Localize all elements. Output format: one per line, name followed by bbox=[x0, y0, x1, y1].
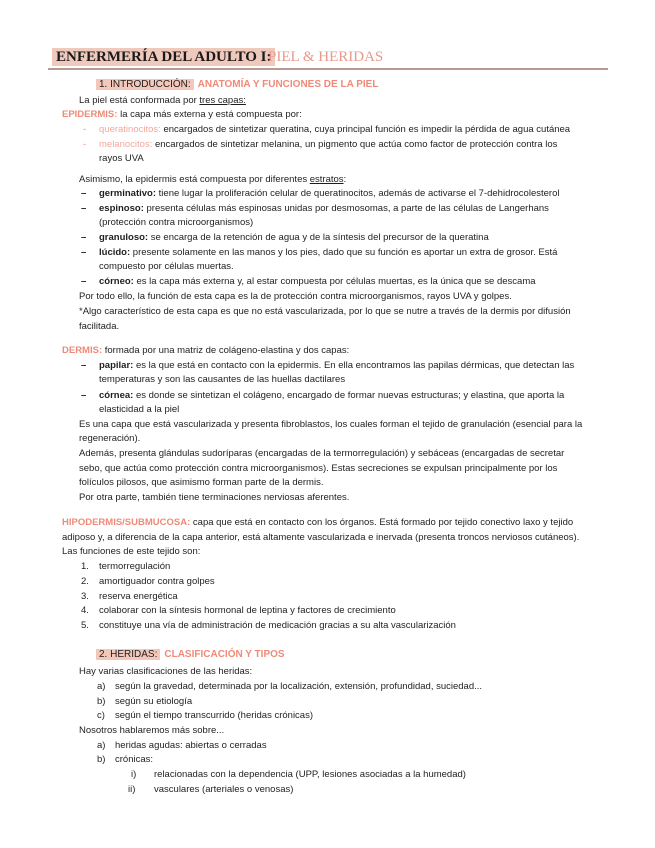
list-item bbox=[99, 188, 559, 200]
list-item bbox=[99, 390, 564, 402]
number-marker: 2. bbox=[81, 576, 89, 587]
number-marker: 3. bbox=[81, 591, 89, 602]
item-text: tiene lugar la proliferación celular de queratinocitos, además de activarse el 7-dehidrocolesterol bbox=[156, 188, 560, 199]
list-item bbox=[99, 124, 570, 136]
list-item bbox=[99, 360, 574, 372]
item-term: papilar: bbox=[99, 360, 134, 371]
number-marker: 4. bbox=[81, 605, 89, 616]
item-text: presenta células más espinosas unidas por desmosomas, a parte de las células de Langerhans bbox=[143, 203, 549, 214]
number-marker: 5. bbox=[81, 620, 89, 631]
dash-marker: – bbox=[81, 390, 87, 401]
item-text: es donde se sintetizan el colágeno, encargado de formar nuevas estructuras; y elastina, que aporta la bbox=[133, 390, 565, 401]
item-term: melanocitos: bbox=[99, 139, 153, 150]
item-term: córneo: bbox=[99, 276, 134, 287]
paragraph-line: adiposo y, a diferencia de la capa anterior, está altamente vascularizada e inervada (presenta troncos nerviosos cutáneos). bbox=[62, 532, 580, 543]
list-item: reserva energética bbox=[99, 591, 178, 602]
dermis-heading bbox=[62, 345, 349, 357]
dash-marker: – bbox=[81, 203, 87, 214]
item-text: encargados de sintetizar queratina, cuya principal función es impedir la pérdida de agua cutánea bbox=[163, 124, 571, 135]
list-item-cont: rayos UVA bbox=[99, 153, 144, 164]
letter-marker: c) bbox=[97, 710, 105, 721]
list-item bbox=[99, 232, 489, 244]
item-term: lúcido: bbox=[99, 247, 131, 258]
epidermis-heading bbox=[62, 109, 302, 121]
letter-marker: b) bbox=[97, 696, 106, 707]
section-2-heading bbox=[96, 649, 285, 661]
paragraph-line: facilitada. bbox=[79, 321, 120, 332]
section-1-heading bbox=[96, 79, 378, 91]
paragraph-line: Las funciones de este tejido son: bbox=[62, 546, 201, 557]
title-sub: PIEL & HERIDAS bbox=[268, 49, 384, 65]
paragraph-line: Es una capa que está vascularizada y presenta fibroblastos, los cuales forman el tejido de granulación (esencial para la bbox=[79, 419, 583, 430]
list-item bbox=[99, 276, 536, 288]
dash-marker: – bbox=[81, 360, 87, 371]
intro-text: La piel está conformada por bbox=[79, 95, 200, 106]
list-item: según su etiología bbox=[115, 696, 193, 707]
paragraph-line: Nosotros hablaremos más sobre... bbox=[79, 725, 225, 736]
letter-marker: b) bbox=[97, 754, 106, 765]
strata-word: estratos bbox=[309, 174, 344, 185]
epidermis-label: EPIDERMIS: bbox=[62, 109, 118, 120]
strata-intro bbox=[79, 174, 346, 186]
list-item bbox=[99, 203, 549, 215]
section-2-title: CLASIFICACIÓN Y TIPOS bbox=[164, 649, 285, 660]
dash-marker: – bbox=[81, 188, 87, 199]
section-1-label: 1. INTRODUCCIÓN: bbox=[96, 79, 194, 90]
strata-intro-text: Asimismo, la epidermis está compuesta por diferentes bbox=[79, 174, 310, 185]
list-item bbox=[99, 247, 557, 259]
item-term: queratinocitos: bbox=[99, 124, 161, 135]
roman-marker: ii) bbox=[128, 784, 136, 795]
item-text: se encarga de la retención de agua y de la síntesis del precursor de la queratina bbox=[148, 232, 489, 243]
section-2-label: 2. HERIDAS: bbox=[96, 649, 160, 660]
item-term: espinoso: bbox=[99, 203, 144, 214]
list-item: constituye una vía de administración de medicación gracias a su alta vascularización bbox=[99, 620, 456, 631]
letter-marker: a) bbox=[97, 740, 106, 751]
intro-underline: tres capas: bbox=[199, 95, 246, 106]
list-item-cont: compuesto por células muertas. bbox=[99, 261, 234, 272]
list-item: según la gravedad, determinada por la localización, extensión, profundidad, suciedad... bbox=[115, 681, 483, 692]
dash-marker: - bbox=[83, 124, 87, 135]
paragraph-line: Además, presenta glándulas sudoríparas (encargadas de la termorregulación) y sebáceas (encargadas de secretar bbox=[79, 448, 565, 459]
list-item: termorregulación bbox=[99, 561, 171, 572]
list-item: heridas agudas: abiertas o cerradas bbox=[115, 740, 267, 751]
section-1-title: ANATOMÍA Y FUNCIONES DE LA PIEL bbox=[197, 79, 379, 90]
list-item: según el tiempo transcurrido (heridas crónicas) bbox=[115, 710, 314, 721]
intro-line bbox=[79, 95, 246, 107]
item-text: es la capa más externa y, al estar compuesta por células muertas, es la única que se descama bbox=[133, 276, 536, 287]
paragraph-line: sebo, que actúa como protección contra microorganismos). Estas secreciones se expulsan principalmente por los bbox=[79, 463, 558, 474]
list-item: amortiguador contra golpes bbox=[99, 576, 215, 587]
list-item: colaborar con la síntesis hormonal de leptina y factores de crecimiento bbox=[99, 605, 396, 616]
number-marker: 1. bbox=[81, 561, 89, 572]
paragraph-line: regeneración). bbox=[79, 433, 141, 444]
item-term: granuloso: bbox=[99, 232, 149, 243]
hipodermis-heading bbox=[62, 517, 573, 529]
document-title bbox=[48, 46, 608, 68]
item-text: encargados de sintetizar melanina, un pigmento que actúa como factor de protección contra los bbox=[154, 139, 558, 150]
paragraph-line: *Algo característico de esta capa es que no está vascularizada, por lo que se nutre a través de la dermis por difusión bbox=[79, 306, 571, 317]
dermis-label: DERMIS: bbox=[62, 345, 103, 356]
dash-marker: – bbox=[81, 232, 87, 243]
dash-marker: – bbox=[81, 276, 87, 287]
paragraph-line: folículos pilosos, que asimismo forman parte de la dermis. bbox=[79, 477, 324, 488]
dash-marker: - bbox=[83, 139, 87, 150]
hipodermis-text: capa que está en contacto con los órganos. Está formado por tejido conectivo laxo y tejido bbox=[190, 517, 574, 528]
dash-marker: – bbox=[81, 247, 87, 258]
paragraph-line: Por todo ello, la función de esta capa es la de protección contra microorganismos, rayos UVA y golpes. bbox=[79, 291, 512, 302]
list-item: relacionadas con la dependencia (UPP, lesiones asociadas a la humedad) bbox=[154, 769, 466, 780]
list-item-cont: temperaturas y son las causantes de las huellas dactilares bbox=[99, 374, 346, 385]
hipodermis-label: HIPODERMIS/SUBMUCOSA: bbox=[62, 517, 191, 528]
title-main: ENFERMERÍA DEL ADULTO I: bbox=[52, 48, 275, 66]
epidermis-text: la capa más externa y está compuesta por: bbox=[117, 109, 302, 120]
roman-marker: i) bbox=[131, 769, 137, 780]
dermis-text: formada por una matriz de colágeno-elastina y dos capas: bbox=[102, 345, 350, 356]
paragraph-line: Por otra parte, también tiene terminaciones nerviosas aferentes. bbox=[79, 492, 350, 503]
list-item: vasculares (arteriales o venosas) bbox=[154, 784, 294, 795]
item-text: es la que está en contacto con la epidermis. En ella encontramos las papilas dérmicas, que detectan las bbox=[133, 360, 575, 371]
letter-marker: a) bbox=[97, 681, 106, 692]
item-term: germinativo: bbox=[99, 188, 157, 199]
list-item: crónicas: bbox=[115, 754, 154, 765]
paragraph-line: Hay varias clasificaciones de las heridas: bbox=[79, 666, 253, 677]
strata-colon: : bbox=[343, 174, 347, 185]
list-item-cont: (protección contra microorganismos) bbox=[99, 217, 254, 228]
item-text: presente solamente en las manos y los pies, dado que su función es aportar un extra de grosor. Está bbox=[130, 247, 558, 258]
list-item bbox=[99, 139, 557, 151]
list-item-cont: elasticidad a la piel bbox=[99, 404, 180, 415]
item-term: córnea: bbox=[99, 390, 134, 401]
title-rule bbox=[48, 68, 608, 70]
